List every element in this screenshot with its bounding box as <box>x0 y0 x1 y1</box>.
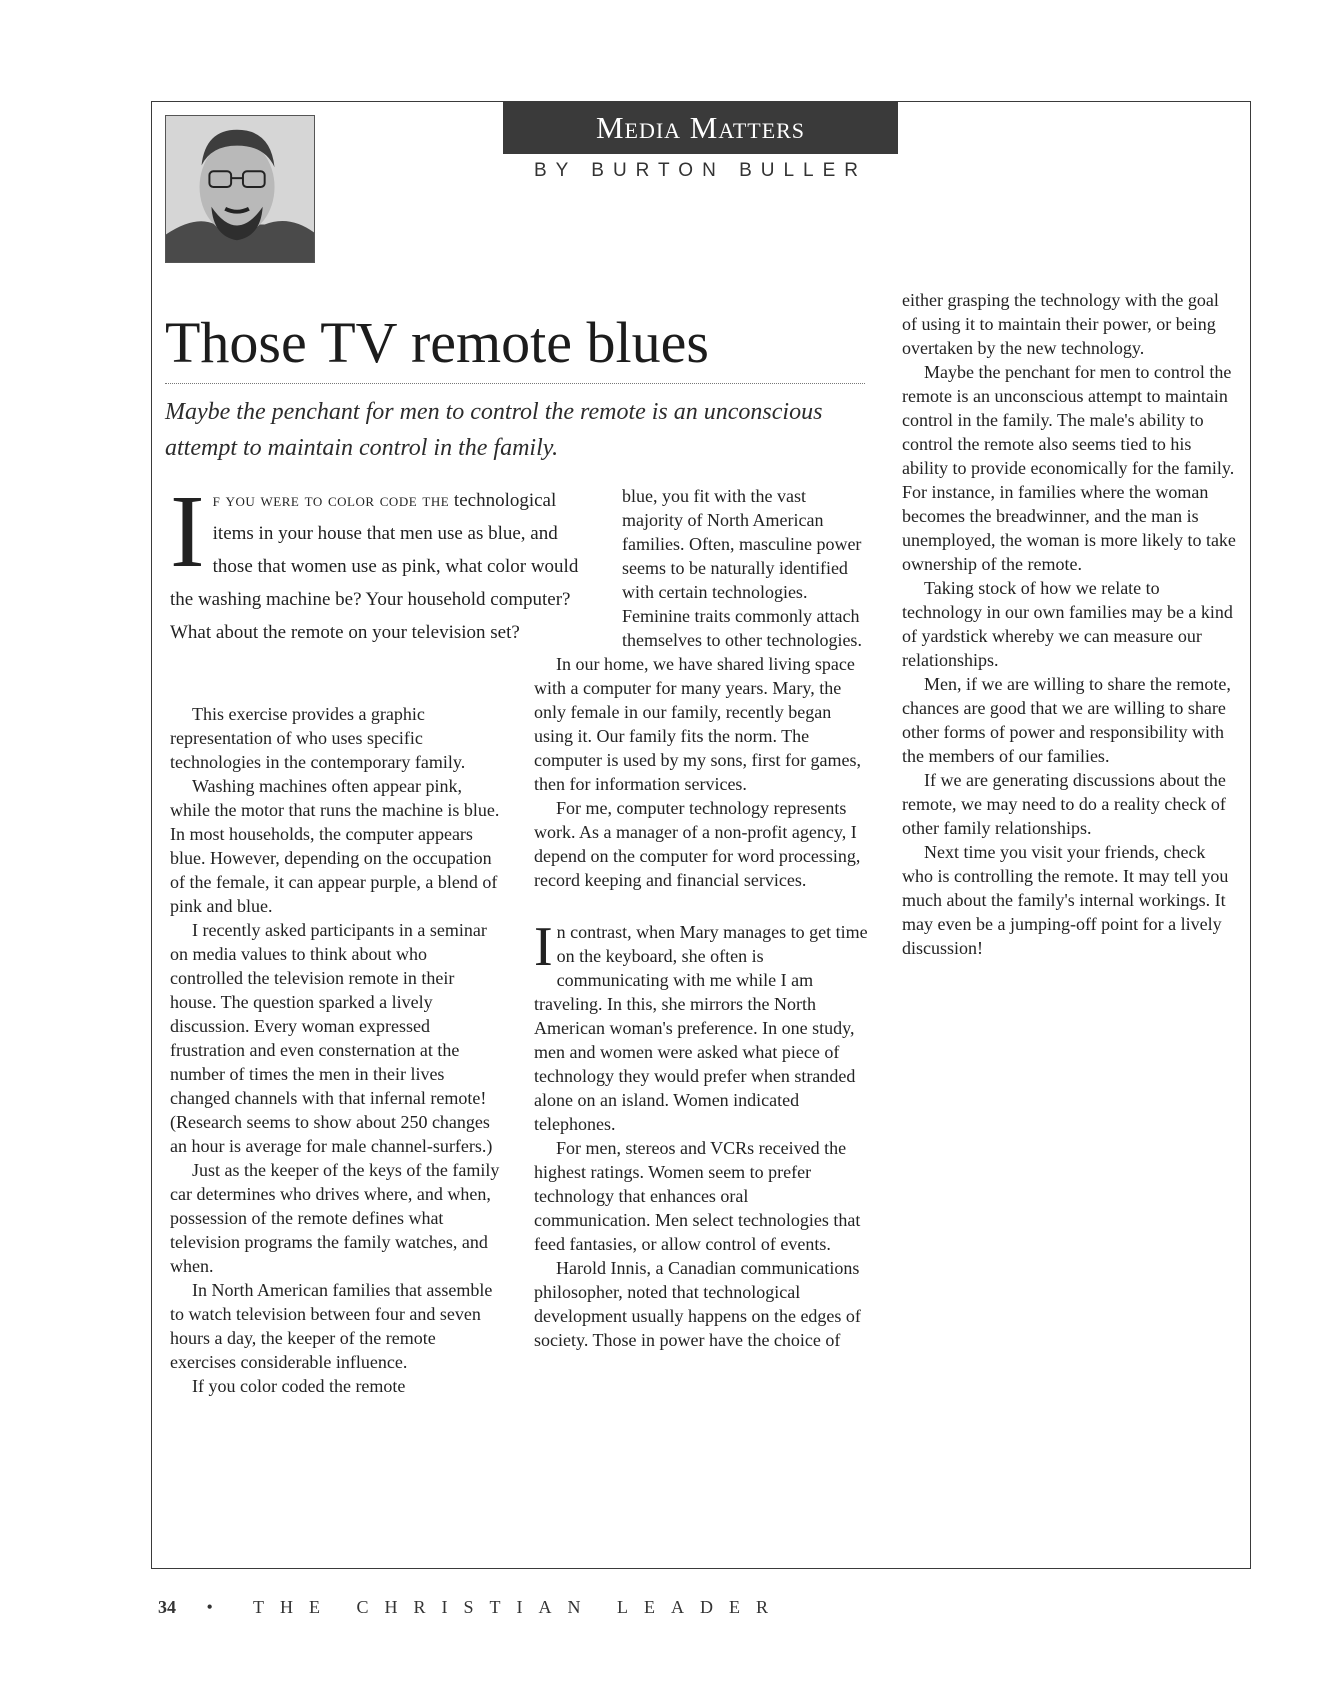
body-paragraph: Washing machines often appear pink, while the motor that runs the machine is blue. In most households, the computer appears blue. However, depending on the occupation of the female, it can appear purple, a blend of pink and blue. <box>170 776 500 916</box>
deck: Maybe the penchant for men to control the remote is an unconscious attempt to maintain control in the family. <box>165 399 823 461</box>
body-paragraph: If we are generating discussions about the remote, we may need to do a reality check of other family relationships. <box>902 770 1226 838</box>
body-paragraph: If you color coded the remote <box>192 1376 406 1396</box>
column-left <box>170 702 500 1398</box>
headline: Those TV remote blues <box>165 310 709 375</box>
body-paragraph: For me, computer technology represents work. As a manager of a non-profit agency, I depend on the computer for word processing, record keeping and financial services. <box>534 798 861 890</box>
body-paragraph: either grasping the technology with the goal of using it to maintain their power, or being overtaken by the new technology. <box>902 290 1219 358</box>
body-paragraph: This exercise provides a graphic representation of who uses specific technologies in the contemporary family. <box>170 704 466 772</box>
page-number: 34 <box>158 1597 176 1617</box>
byline: BY BURTON BULLER <box>533 160 868 181</box>
column-middle <box>534 484 869 1352</box>
body-paragraph: Just as the keeper of the keys of the family car determines who drives where, and when, possession of the remote defines what television programs the family watches, and when. <box>170 1160 500 1276</box>
body-paragraph: Next time you visit your friends, check who is controlling the remote. It may tell you much about the family's internal workings. It may even be a jumping-off point for a lively discussion! <box>902 842 1229 958</box>
body-paragraph: In our home, we have shared living space with a computer for many years. Mary, the only female in our family, recently began using it. Our family fits the norm. The computer is used by my sons, first for games, then for information services. <box>534 654 861 794</box>
body-paragraph-dropcap <box>534 916 869 1136</box>
column-right <box>902 288 1237 960</box>
body-paragraph: I recently asked participants in a seminar on media values to think about who controlled the television remote in their house. The question sparked a lively discussion. Every woman expressed frustration and even consternation at the number of times the men in their lives changed channels with that infernal remote! (Research seems to show about 250 changes an hour is average for male channel-surfers.) <box>170 920 493 1156</box>
column-banner: Media Matters <box>503 101 898 154</box>
author-portrait-icon <box>166 116 314 262</box>
body-paragraph: Men, if we are willing to share the remote, chances are good that we are willing to share other forms of power and responsibility with the members of our families. <box>902 674 1231 766</box>
drop-cap: I <box>170 474 205 589</box>
intro-text: technological items in your house that men use as blue, and those that women use as pink, what color would the washing machine be? Your household computer? What about the remote on your television set? <box>170 490 579 643</box>
publication-name: THE CHRISTIAN LEADER <box>253 1597 784 1617</box>
footer-separator: • <box>206 1597 213 1617</box>
body-paragraph: Harold Innis, a Canadian communications philosopher, noted that technological development usually happens on the edges of society. Those in power have the choice of <box>534 1258 861 1350</box>
body-paragraph: In North American families that assemble to watch television between four and seven hours a day, the keeper of the remote exercises considerable influence. <box>170 1280 493 1372</box>
body-paragraph: Taking stock of how we relate to technology in our own families may be a kind of yardstick whereby we can measure our relationships. <box>902 578 1233 670</box>
body-paragraph: For men, stereos and VCRs received the highest ratings. Women seem to prefer technology that enhances oral communication. Men select technologies that feed fantasies, or allow control of events. <box>534 1138 861 1254</box>
body-paragraph: blue, you fit with the vast majority of North American families. Often, masculine power seems to be naturally identified with certain technologies. Feminine traits commonly attach themselves to other technologies. <box>622 486 862 650</box>
headline-divider <box>165 383 865 384</box>
body-paragraph: Maybe the penchant for men to control the remote is an unconscious attempt to maintain control in the family. The male's ability to control the remote also seems tied to his ability to provide economically for the family. For instance, in families where the woman becomes the breadwinner, and the man is unemployed, the woman is more likely to take ownership of the remote. <box>902 362 1236 574</box>
author-photo <box>165 115 315 263</box>
intro-paragraph <box>170 474 590 649</box>
page-footer <box>158 1597 784 1618</box>
body-text: n contrast, when Mary manages to get time on the keyboard, she often is communicating with me while I am traveling. In this, she mirrors the North American woman's preference. In one study, men and women were asked what piece of technology they would prefer when stranded alone on an island. Women indicated telephones. <box>534 922 868 1134</box>
drop-cap: I <box>534 916 553 978</box>
intro-small-caps: f you were to color code the <box>212 490 450 511</box>
